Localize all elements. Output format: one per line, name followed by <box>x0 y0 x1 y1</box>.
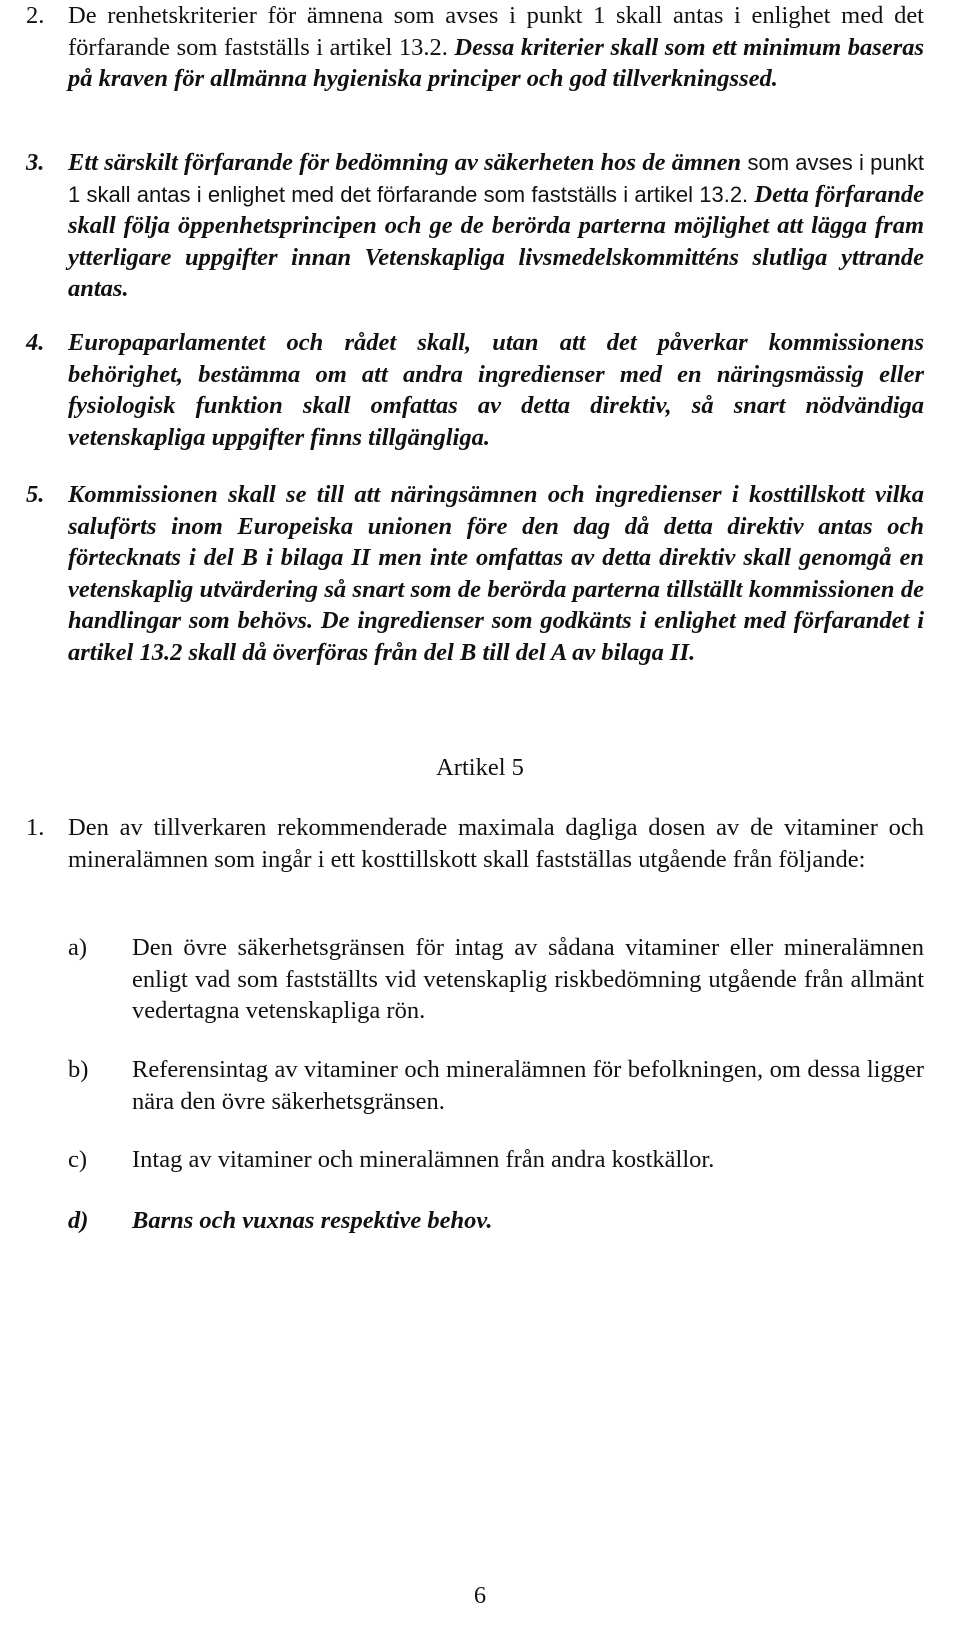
paragraph-body: Europaparlamentet och rådet skall, utan att det påverkar kommissionens behörighet, bestämma om att andra ingredienser med en näringsmässig eller fysiologisk funktion skall omfattas av detta direktiv, så snart nödvändiga vetenskapliga uppgifter finns tillgängliga. <box>68 329 924 451</box>
article-heading: Artikel 5 <box>436 754 524 781</box>
paragraph-body <box>68 147 924 305</box>
paragraph-number: 1. <box>26 814 45 841</box>
paragraph-number: 4. <box>26 329 45 356</box>
paragraph-text: De renhetskriterier för ämnena som avses i punkt 1 skall antas i enlighet med det förfarande som fastställs i artikel 13.2. <box>68 2 924 61</box>
paragraph-text: som avses i punkt 1 skall antas i enlighet med det förfarande som fastställs i artikel 13.2. <box>68 150 924 207</box>
list-item-label: d) <box>68 1207 89 1234</box>
paragraph-emphasis: Dessa kriterier skall som ett minimum baseras på kraven för allmänna hygieniska principer och god tillverkningssed. <box>68 33 925 92</box>
paragraph-body: Den av tillverkaren rekommenderade maximala dagliga dosen av de vitaminer och mineralämnen som ingår i ett kosttillskott skall fastställas utgående från följande: <box>68 814 924 873</box>
list-item-text: Barns och vuxnas respektive behov. <box>132 1207 493 1234</box>
list-item-text: Intag av vitaminer och mineralämnen från andra kostkällor. <box>132 1146 715 1173</box>
list-item-text: Den övre säkerhetsgränsen för intag av sådana vitaminer eller mineralämnen enligt vad som fastställts vid vetenskaplig riskbedömning utgående från allmänt vedertagna vetenskapliga rön. <box>132 934 924 1024</box>
list-item-text: Referensintag av vitaminer och mineralämnen för befolkningen, om dessa ligger nära den övre säkerhetsgränsen. <box>132 1056 924 1115</box>
paragraph-body: Kommissionen skall se till att näringsämnen och ingredienser i kosttillskott vilka saluförts inom Europeiska unionen före den dag då detta direktiv antas och förtecknats i del B i bilaga II men inte omfattas av detta direktiv skall genomgå en vetenskaplig utvärdering så snart som de berörda parterna tillställt kommissionen de handlingar som behövs. De ingredienser som godkänts i enlighet med förfarandet i artikel 13.2 skall då överföras från del B till del A av bilaga II. <box>68 481 924 666</box>
paragraph-emphasis: Ett särskilt förfarande för bedömning av säkerheten hos de ämnen <box>68 149 742 176</box>
list-item-label: a) <box>68 934 88 961</box>
paragraph-number: 5. <box>26 481 45 508</box>
paragraph-body <box>68 0 924 95</box>
page-number: 6 <box>473 1582 487 1609</box>
paragraph-number: 3. <box>26 149 45 176</box>
paragraph-emphasis: Detta förfarande skall följa öppenhetsprincipen och ge de berörda parterna möjlighet att lägga fram ytterligare uppgifter innan Vetenskapliga livsmedelskommitténs slutliga yttrande antas. <box>68 180 924 302</box>
list-item-label: c) <box>68 1146 88 1173</box>
list-item-label: b) <box>68 1056 89 1083</box>
paragraph-number: 2. <box>26 2 45 29</box>
